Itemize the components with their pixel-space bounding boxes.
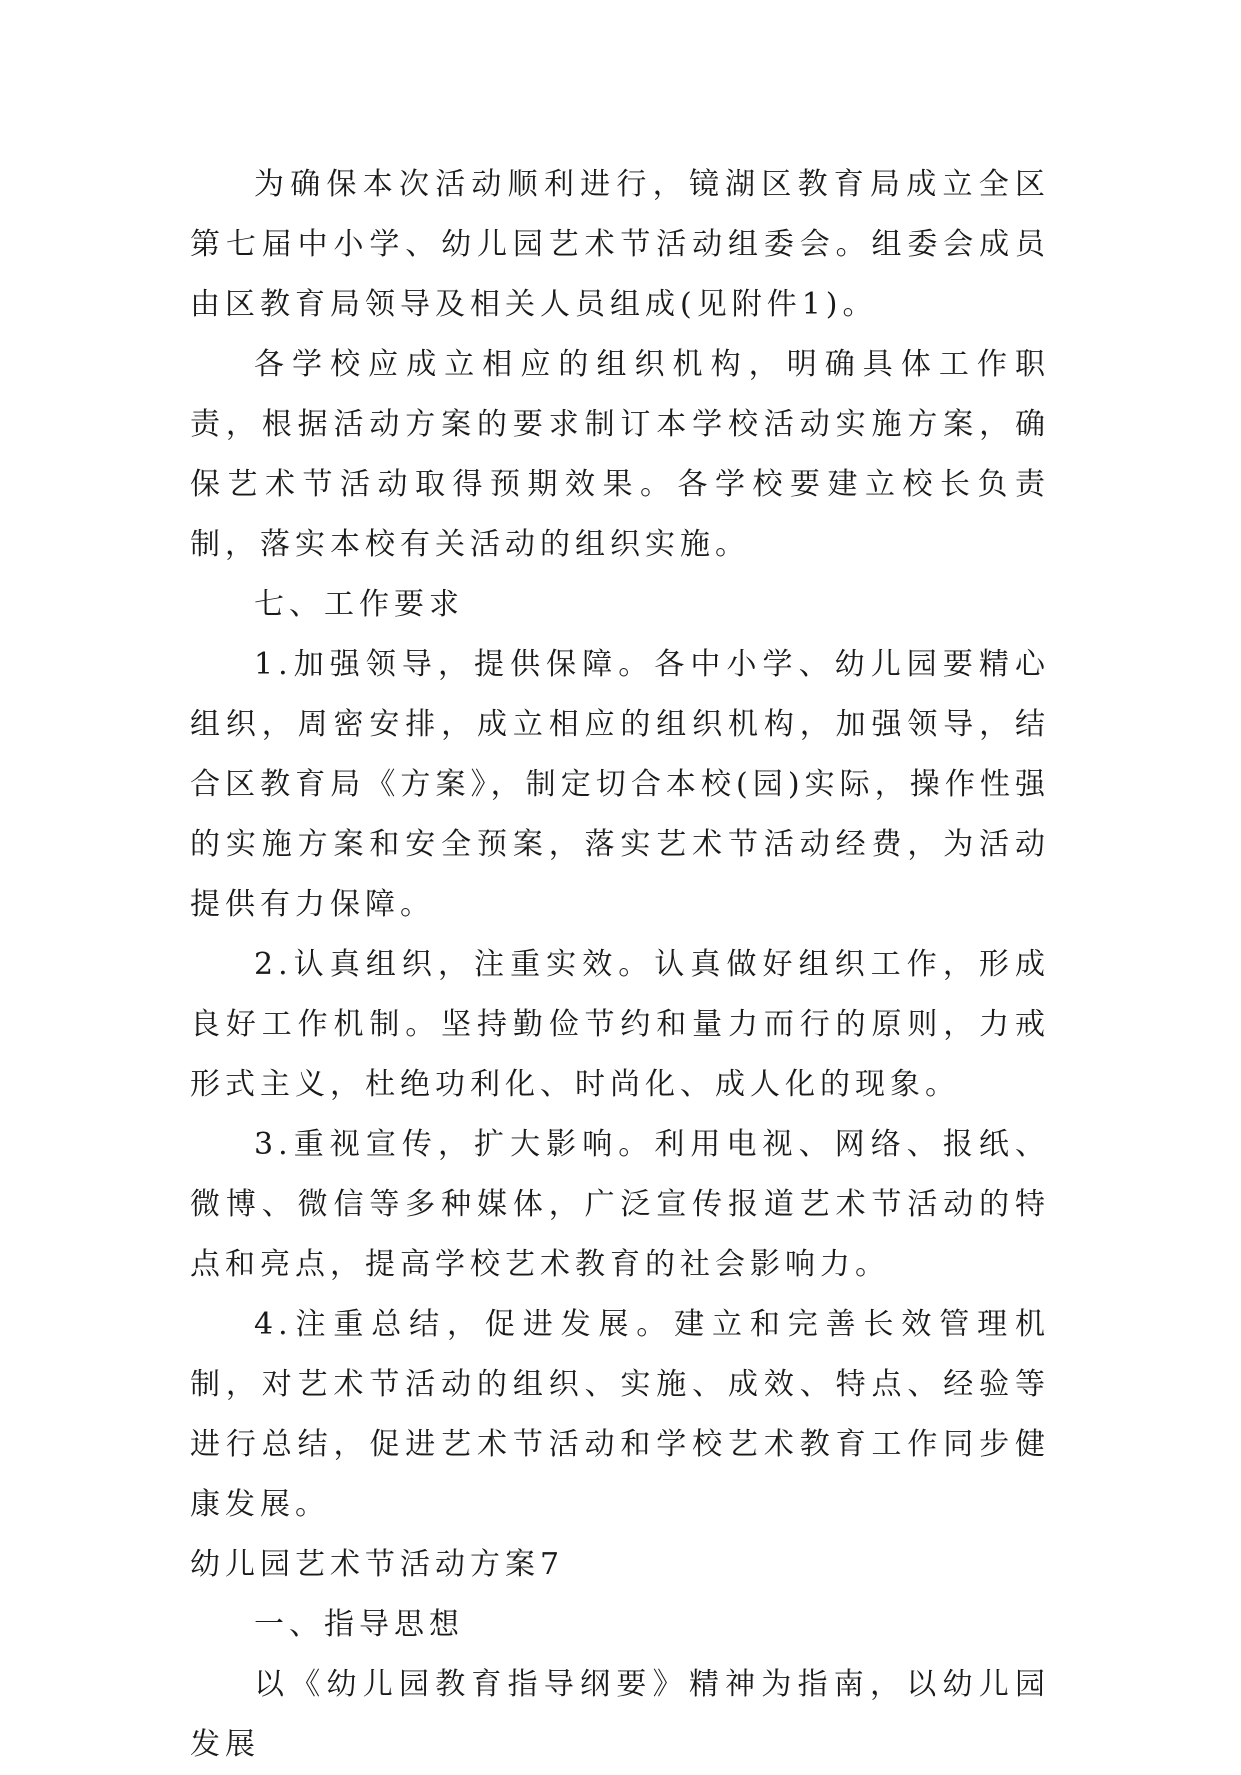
document-section-title: 幼儿园艺术节活动方案7 — [190, 1547, 565, 1582]
requirement-item-3: 3.重视宣传，扩大影响。利用电视、网络、报纸、微博、微信等多种媒体，广泛宣传报道艺术节活动的特点和亮点，提高学校艺术教育的社会影响力。 — [190, 1127, 1050, 1282]
document-body — [190, 155, 1050, 1775]
paragraph-guiding-ideology: 以《幼儿园教育指导纲要》精神为指南，以幼儿园发展 — [190, 1667, 1050, 1762]
paragraph-organizing-committee: 为确保本次活动顺利进行，镜湖区教育局成立全区第七届中小学、幼儿园艺术节活动组委会。组委会成员由区教育局领导及相关人员组成(见附件1)。 — [190, 167, 1050, 322]
requirement-item-2: 2.认真组织，注重实效。认真做好组织工作，形成良好工作机制。坚持勤俭节约和量力而行的原则，力戒形式主义，杜绝功利化、时尚化、成人化的现象。 — [190, 947, 1050, 1102]
section-heading-guiding-ideology: 一、指导思想 — [254, 1607, 464, 1642]
section-heading-work-requirements: 七、工作要求 — [254, 587, 464, 622]
requirement-item-4: 4.注重总结，促进发展。建立和完善长效管理机制，对艺术节活动的组织、实施、成效、特点、经验等进行总结，促进艺术节活动和学校艺术教育工作同步健康发展。 — [190, 1307, 1050, 1522]
paragraph-school-organization: 各学校应成立相应的组织机构，明确具体工作职责，根据活动方案的要求制订本学校活动实施方案，确保艺术节活动取得预期效果。各学校要建立校长负责制，落实本校有关活动的组织实施。 — [190, 347, 1050, 562]
requirement-item-1: 1.加强领导，提供保障。各中小学、幼儿园要精心组织，周密安排，成立相应的组织机构，加强领导，结合区教育局《方案》，制定切合本校(园)实际，操作性强的实施方案和安全预案，落实艺术节活动经费，为活动提供有力保障。 — [190, 647, 1050, 922]
